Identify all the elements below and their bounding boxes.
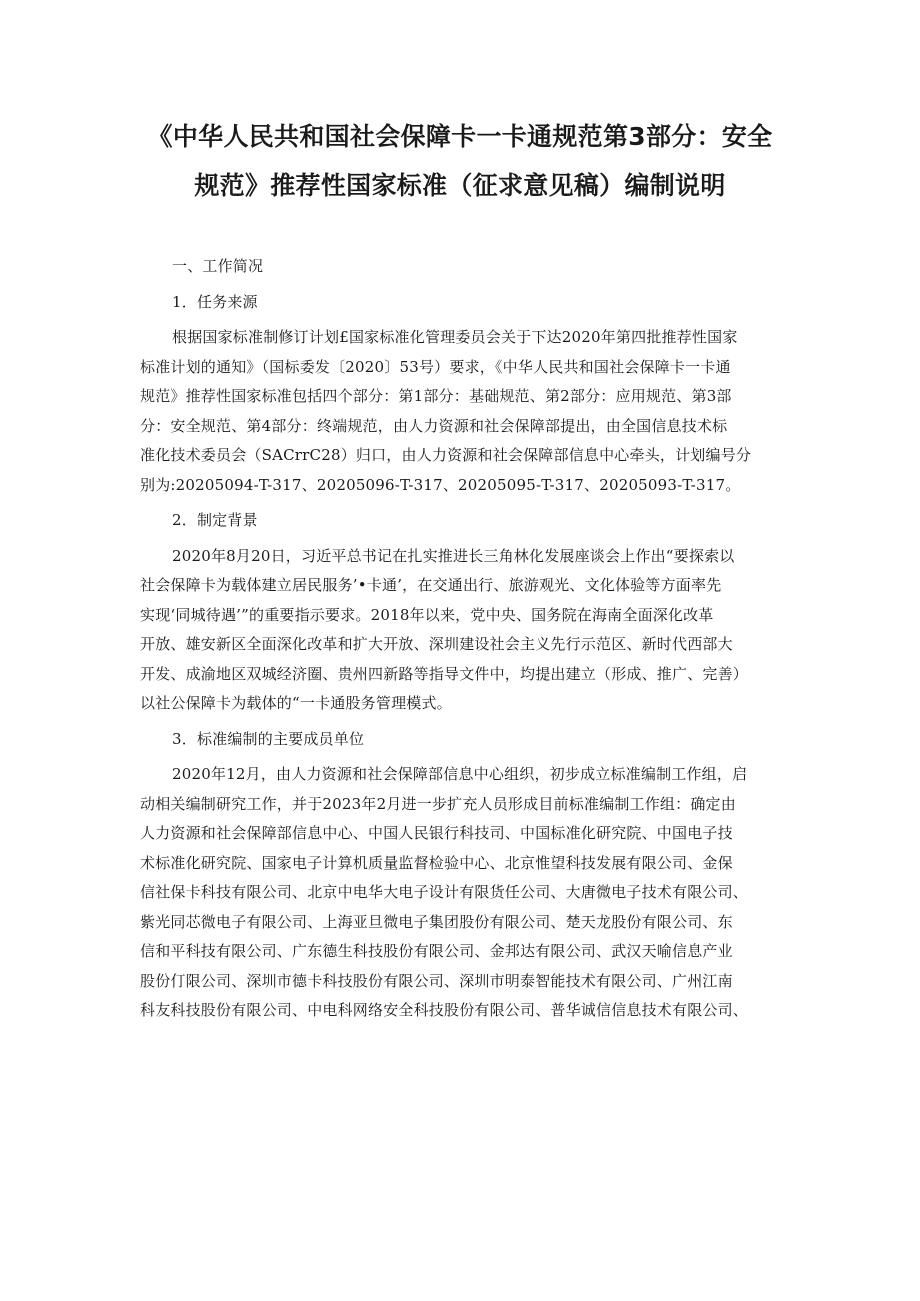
paragraph-line: 以社公保障卡为载体的“一卡通股务管理模式。 — [140, 694, 452, 712]
paragraph-line: 科友科技股份有限公司、中电科网络安全科技股份有限公司、普华诚信信息技术有限公司、 — [140, 1001, 749, 1019]
paragraph-line: 人力资源和社会保障部信息中心、中国人民银行科技司、中国标准化研究院、中国电子技 — [140, 824, 733, 842]
paragraph-task-source — [140, 323, 800, 500]
paragraph-line: 紫光同芯微电子有限公司、上海亚旦微电子集团股份有限公司、楚天龙股份有限公司、东 — [140, 912, 733, 931]
document-body — [140, 252, 800, 1032]
subsection-heading: 2．制定背景 — [172, 511, 258, 529]
paragraph-member-units — [140, 760, 800, 1026]
paragraph-line: 开发、成渝地区双城经济圈、贵州四新路等指导文件中，均提出建立（形成、推广、完善） — [140, 664, 749, 683]
paragraph-line: 2020年12月，由人力资源和社会保障部信息中心组织，初步成立标准编制工作组，启 — [172, 765, 748, 783]
paragraph-line: 社会保障卡为载体建立居民服务’•卡通’，在交通出行、旅游观光、文化体验等方面率先 — [140, 576, 722, 594]
paragraph-line: 信社保卡科技有限公司、北京中电华大电子设计有限货任公司、大唐微电子技术有限公司、 — [140, 883, 749, 901]
paragraph-line: 信和平科技有限公司、广东德生科技股份有限公司、金邦达有限公司、武汉天喻信息产业 — [140, 942, 733, 960]
paragraph-line: 分：安全规范、第4部分：终端规范，由人力资源和社会保障部提出，由全国信息技术标 — [140, 416, 728, 435]
paragraph-line: 根据国家标准制修订计划£国家标准化管理委员会关于下达2020年第四批推荐性国家 — [172, 328, 738, 346]
paragraph-line: 规范》推荐性国家标准包括四个部分：第1部分：基础规范、第2部分：应用规范、第3部 — [140, 387, 732, 405]
paragraph-line: 准化技术委员会（SACrrC28）归口，由人力资源和社会保障部信息中心牵头，计划编号分 — [140, 446, 752, 464]
paragraph-line: 术标准化研究院、国家电子计算机质量监督检验中心、北京惟望科技发展有限公司、金保 — [140, 853, 733, 872]
paragraph-line: 股份仃限公司、深圳市德卡科技股份有限公司、深圳市明泰智能技术有限公司、广州江南 — [140, 971, 733, 990]
paragraph-line: 动相关编制研究工作，并于2023年2月进一步扩充人员形成目前标准编制工作组：确定由 — [140, 794, 736, 813]
subsection-heading: 3．标准编制的主要成员单位 — [172, 729, 365, 748]
subsection-heading: 1．任务来源 — [172, 292, 258, 311]
paragraph-line: 标准计划的通知》（国标委发〔2020〕53号）要求，《中华人民共和国社会保障卡一卡通 — [140, 357, 731, 376]
paragraph-line: 2020年8月20日，习近平总书记在扎实推进长三角林化发展座谈会上作出“要探索以 — [172, 546, 735, 565]
paragraph-line: 别为:20205094-T-317、20205096-T-317、20205095-T-317、20205093-T-317。 — [140, 475, 741, 494]
title-line: 《中华人民共和国社会保障卡一卡通规范第3部分：安全 — [147, 122, 773, 151]
title-line: 规范》推荐性国家标准（征求意见稿）编制说明 — [194, 171, 726, 200]
paragraph-line: 开放、雄安新区全面深化改革和扩大开放、深圳建设社会主义先行示范区、新时代西部大 — [140, 635, 733, 653]
paragraph-line: 实现‘同城待遇’”的重要指示要求。2018年以来，党中央、国务院在海南全面深化改革 — [140, 605, 714, 624]
document-title — [100, 112, 820, 210]
paragraph-background — [140, 542, 800, 719]
section-heading: 一、工作简况 — [172, 257, 264, 275]
